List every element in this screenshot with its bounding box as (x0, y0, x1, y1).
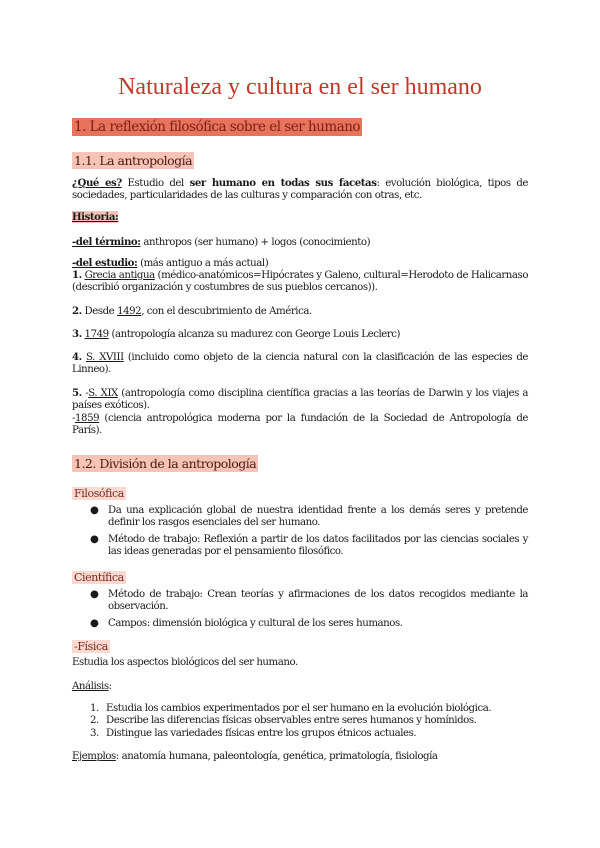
hist-item-3 (72, 328, 528, 341)
bullet-icon: ● (90, 533, 99, 545)
hist-item-text: (antropología alcanza su madurez con George Louis Leclerc) (108, 329, 401, 340)
list-item-text: Da una explicación global de nuestra identidad frente a los demás seres y pretende definir los rasgos esenciales del ser humano. (108, 505, 528, 529)
hist-item-1 (72, 269, 528, 295)
filosofica-label: Filosófica (74, 487, 124, 500)
del-estudio-label: -del estudio: (72, 257, 138, 269)
hist-item-text: (incluido como objeto de la ciencia natural con la clasificación de las especies de Linneo). (72, 352, 528, 376)
hist-item-text: (antropología como disciplina científica gracias a las teorías de Darwin y los viajes a países exóticos). (72, 388, 528, 412)
hist-item-num: 3. (72, 328, 82, 340)
hist-item-pre: - (81, 388, 89, 399)
list-item (90, 505, 528, 530)
ejemplos-label: Ejemplos (72, 751, 116, 762)
ejemplos-text: : anatomía humana, paleontología, genética, primatología, fisiología (115, 751, 438, 762)
hist-item-5: 5. -S. XIX (antropología como disciplina científica gracias a las teorías de Darwin y los viajes a países exóticos). -1859 (ciencia antropológica moderna por la fundación de la Sociedad de Antropología de París). (72, 387, 528, 436)
hist-item-text: (médico-anatómicos=Hipócrates y Galeno, cultural=Herodoto de Halicarnaso (describió organización y costumbres de sus pueblos cercanos)). (72, 270, 529, 294)
analisis-heading (72, 681, 528, 693)
que-es-text-a: Estudio del (121, 178, 190, 189)
list-item-num: 2. (90, 715, 99, 727)
bullet-icon: ● (90, 617, 99, 629)
hist-item-4 (72, 351, 528, 377)
hist-item-key: 1492 (117, 306, 142, 317)
hist-item-pre: Desde (81, 306, 118, 317)
analisis-colon: : (108, 681, 112, 692)
bullet-icon: ● (90, 589, 99, 600)
ejemplos-line (72, 751, 528, 763)
hist-item-key: Grecia antigua (84, 270, 155, 281)
list-item-text: Método de trabajo: Crean teorías y afirmaciones de los datos recogidos mediante la observación. (108, 589, 528, 613)
analisis-label: Análisis (72, 681, 109, 692)
del-termino-text: anthropos (ser humano) + logos (conocimiento) (140, 237, 371, 248)
list-item-text: Distingue las variedades físicas entre los grupos étnicos actuales. (106, 727, 417, 739)
filosofica-list (90, 505, 528, 562)
cientifica-label: Científica (74, 571, 124, 584)
document-title: Naturaleza y cultura en el ser humano (118, 74, 482, 100)
historia-heading (72, 211, 528, 224)
hist-item-2 (72, 305, 528, 318)
del-termino-label: -del término: (72, 236, 141, 248)
hist-item-num: 5. (72, 387, 82, 399)
fisica-text: Estudia los aspectos biológicos del ser humano. (72, 657, 298, 668)
list-item (90, 534, 528, 559)
hist-item-num: 4. (72, 351, 82, 363)
hist-item-key: S. XIX (88, 388, 118, 399)
que-es-paragraph (72, 177, 528, 203)
hist-extra-text: (ciencia antropológica moderna por la fundación de la Sociedad de Antropología de París). (72, 412, 528, 436)
list-item-text: Método de trabajo: Reflexión a partir de los datos facilitados por las ciencias sociales y las ideas generadas por el pensamiento filosófico. (108, 533, 528, 557)
hist-item-num: 1. (72, 269, 82, 281)
section-heading-1: 1. La reflexión filosófica sobre el ser humano (74, 119, 361, 135)
que-es-label: ¿Qué es? (72, 177, 122, 189)
section-heading-1-1: 1.1. La antropología (74, 153, 193, 168)
hist-extra-key: 1859 (75, 412, 100, 424)
del-estudio-text: (más antiguo a más actual) (137, 258, 269, 269)
que-es-text-b: : evolución biológica, tipos de sociedades, particularidades de las culturas y comparación con otras, etc. (72, 178, 528, 202)
bullet-icon: ● (90, 505, 99, 516)
que-es-bold: ser humano en todas sus facetas (189, 177, 377, 189)
list-item (90, 715, 528, 727)
hist-item-key: 1749 (84, 329, 109, 340)
list-item-text: Campos: dimensión biológica y cultural de los seres humanos. (108, 617, 403, 629)
list-item (90, 728, 528, 740)
hist-item-key: S. XVIII (86, 352, 124, 363)
list-item-text: Estudia los cambios experimentados por el ser humano en la evolución biológica. (106, 703, 492, 714)
del-termino-line (72, 236, 528, 249)
cientifica-list (90, 589, 528, 634)
list-item-text: Describe las diferencias físicas observables entre seres humanos y homínidos. (106, 715, 477, 727)
list-item-num: 1. (90, 703, 99, 714)
analisis-list (90, 703, 528, 740)
historia-label: Historia: (72, 211, 119, 223)
list-item-num: 3. (90, 727, 99, 739)
list-item (90, 703, 528, 715)
list-item (90, 618, 528, 630)
fisica-label: -Física (74, 640, 108, 653)
hist-item-text: , con el descubrimiento de América. (141, 306, 312, 317)
section-heading-1-2: 1.2. División de la antropología (74, 456, 257, 471)
list-item (90, 589, 528, 614)
hist-item-num: 2. (72, 305, 82, 317)
